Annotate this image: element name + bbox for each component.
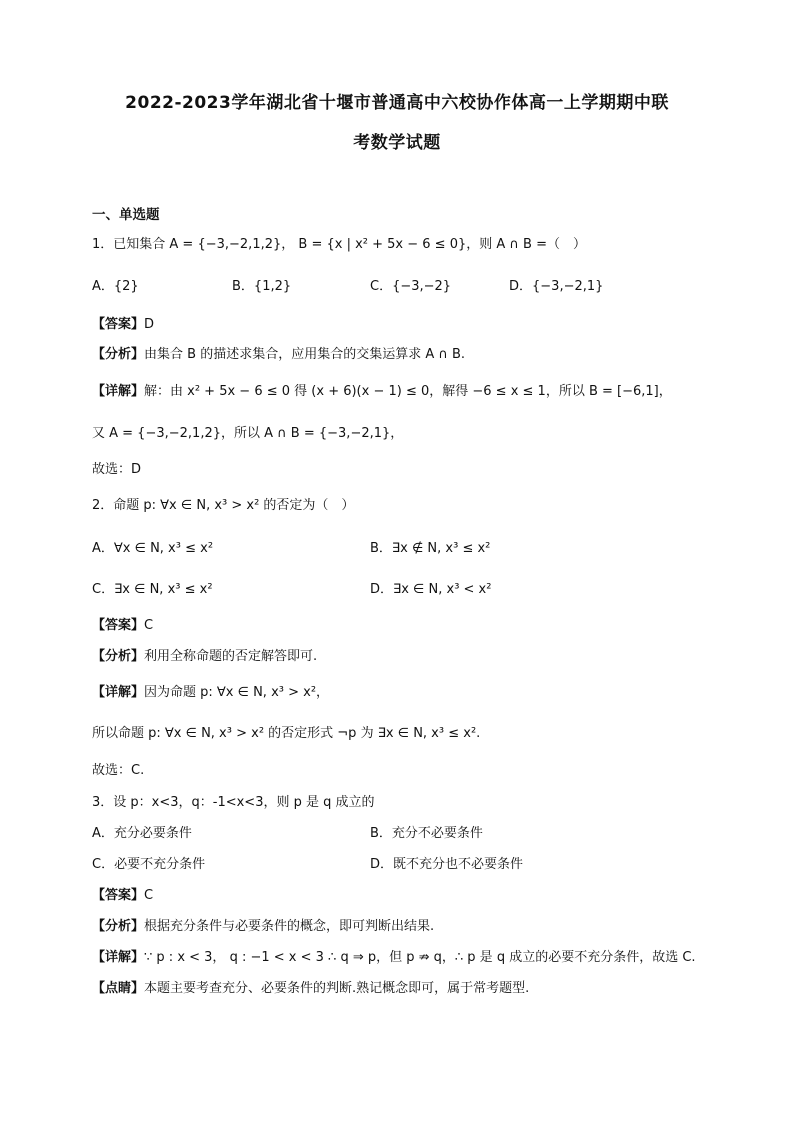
- q1-detail-1: [92, 380, 672, 399]
- doc-title-line2: 考数学试题: [353, 133, 441, 153]
- q2-analysis: [92, 645, 317, 664]
- analysis-text: 由集合 B 的描述求集合，应用集合的交集运算求 A ∩ B.: [144, 347, 466, 362]
- detail-tag: 【详解】: [92, 384, 145, 399]
- q2-detail-2: 所以命题 p: ∀x ∈ N, x³ > x² 的否定形式 ¬p 为 ∃x ∈ N, x³ ≤ x².: [92, 726, 481, 741]
- q2-option-b: B．∃x ∉ N, x³ ≤ x²: [370, 541, 491, 556]
- q1-option-b: B．{1,2}: [232, 279, 292, 294]
- q1-analysis: [92, 343, 465, 362]
- doc-title-line1: 2022-2023学年湖北省十堰市普通高中六校协作体高一上学期期中联: [125, 93, 669, 113]
- answer-tag: 【答案】: [92, 317, 145, 332]
- detail-text: ∵ p : x < 3， q : −1 < x < 3 ∴ q ⇒ p，但 p ⇏ q，∴ p 是 q 成立的必要不充分条件，故选 C.: [144, 950, 696, 965]
- analysis-text: 利用全称命题的否定解答即可.: [144, 649, 318, 664]
- q2-answer: [92, 614, 153, 633]
- q3-option-c: C．必要不充分条件: [92, 857, 206, 872]
- comment-tag: 【点睛】: [92, 981, 145, 996]
- q3-option-b: B．充分不必要条件: [370, 826, 483, 841]
- analysis-text: 根据充分条件与必要条件的概念，即可判断出结果.: [144, 919, 435, 934]
- q2-option-d: D．∃x ∈ N, x³ < x²: [370, 582, 492, 597]
- analysis-tag: 【分析】: [92, 649, 145, 664]
- q2-detail-1: [92, 681, 329, 700]
- q2-conclusion: 故选：C.: [92, 763, 145, 778]
- analysis-tag: 【分析】: [92, 919, 145, 934]
- q2-stem: 2．命题 p: ∀x ∈ N, x³ > x² 的否定为（ ）: [92, 498, 355, 513]
- detail-tag: 【详解】: [92, 950, 145, 965]
- q1-answer: [92, 313, 154, 332]
- q3-option-d: D．既不充分也不必要条件: [370, 857, 524, 872]
- q1-option-d: D．{−3,−2,1}: [509, 279, 604, 294]
- detail-text: 因为命题 p: ∀x ∈ N, x³ > x²，: [144, 685, 330, 700]
- analysis-tag: 【分析】: [92, 347, 145, 362]
- q1-option-c: C．{−3,−2}: [370, 279, 452, 294]
- q3-detail: [92, 946, 696, 965]
- q2-option-c: C．∃x ∈ N, x³ ≤ x²: [92, 582, 213, 597]
- q1-option-a: A．{2}: [92, 279, 139, 294]
- detail-text: 解：由 x² + 5x − 6 ≤ 0 得 (x + 6)(x − 1) ≤ 0，解得 −6 ≤ x ≤ 1，所以 B = [−6,1]，: [144, 384, 672, 399]
- q3-answer: [92, 884, 153, 903]
- q1-conclusion: 故选：D: [92, 462, 142, 477]
- answer-value: C: [144, 618, 154, 633]
- q2-option-a: A．∀x ∈ N, x³ ≤ x²: [92, 541, 214, 556]
- q3-comment: [92, 977, 529, 996]
- answer-value: D: [144, 317, 155, 332]
- q3-option-a: A．充分必要条件: [92, 826, 192, 841]
- q3-stem: 3．设 p：x<3，q：-1<x<3，则 p 是 q 成立的: [92, 795, 375, 810]
- q1-stem: 1．已知集合 A = {−3,−2,1,2}， B = {x | x² + 5x − 6 ≤ 0}，则 A ∩ B =（ ）: [92, 237, 586, 252]
- answer-value: C: [144, 888, 154, 903]
- section-heading: 一、单选题: [92, 207, 160, 223]
- q1-detail-2: 又 A = {−3,−2,1,2}，所以 A ∩ B = {−3,−2,1}，: [92, 426, 404, 441]
- answer-tag: 【答案】: [92, 888, 145, 903]
- answer-tag: 【答案】: [92, 618, 145, 633]
- detail-tag: 【详解】: [92, 685, 145, 700]
- comment-text: 本题主要考查充分、必要条件的判断.熟记概念即可，属于常考题型.: [144, 981, 530, 996]
- q3-analysis: [92, 915, 434, 934]
